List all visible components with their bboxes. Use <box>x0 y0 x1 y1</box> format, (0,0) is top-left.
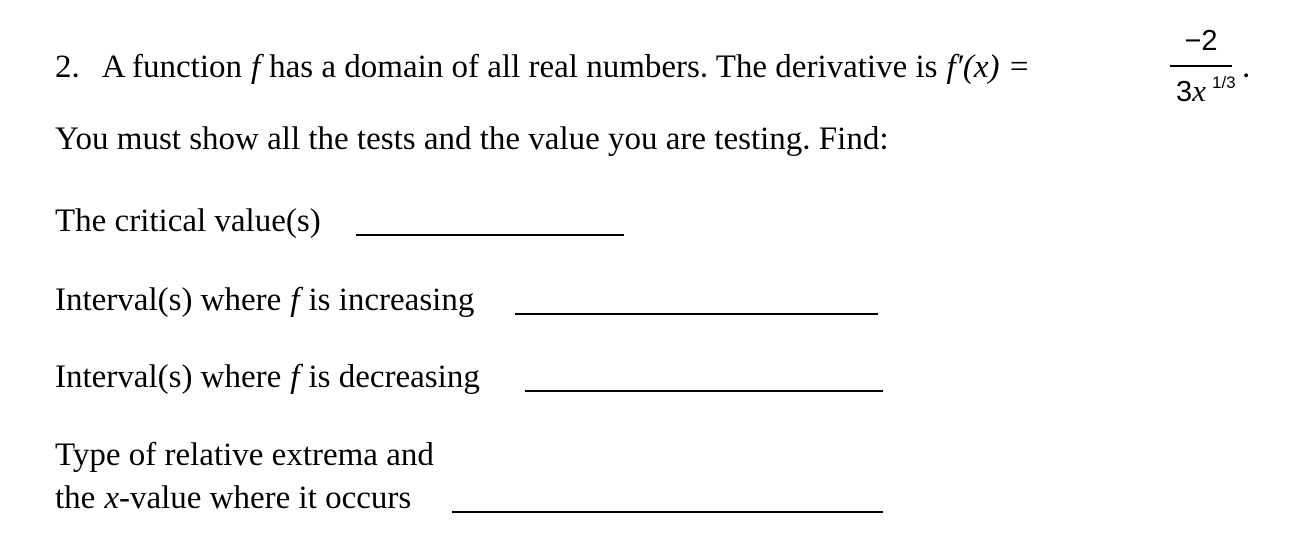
denominator-exponent: 1/3 <box>1212 73 1236 92</box>
derivative-fraction <box>1170 25 1236 113</box>
question-extrema-line1 <box>55 436 434 474</box>
answer-blank-extrema[interactable] <box>452 511 883 513</box>
derivative-lhs: f′(x) = <box>946 49 1031 85</box>
intro-text: A function <box>101 49 242 85</box>
x-variable: x <box>104 480 119 516</box>
denominator-variable: x <box>1192 73 1206 108</box>
trailing-period: . <box>1242 49 1251 85</box>
question-label-line2-prefix: the <box>55 480 96 516</box>
question-increasing <box>55 281 474 319</box>
question-decreasing <box>55 358 480 396</box>
answer-blank-increasing[interactable] <box>515 313 878 315</box>
answer-blank-critical-values[interactable] <box>356 234 624 236</box>
question-label-line1: Type of relative extrema and <box>55 437 434 473</box>
derivative-numerator: −2 <box>1184 25 1218 57</box>
instructions: You must show all the tests and the value you are testing. Find: <box>55 121 889 157</box>
question-label: The critical value(s) <box>55 203 321 239</box>
answer-blank-decreasing[interactable] <box>525 390 883 392</box>
question-critical-values <box>55 202 321 240</box>
domain-text: has a domain of all real numbers. The derivative is <box>269 49 938 85</box>
function-symbol: f <box>290 359 300 395</box>
question-label-prefix: Interval(s) where <box>55 359 282 395</box>
function-symbol: f <box>250 49 261 85</box>
question-label-suffix: is decreasing <box>308 359 480 395</box>
question-label-prefix: Interval(s) where <box>55 282 282 318</box>
question-extrema-line2 <box>55 479 411 517</box>
problem-statement <box>55 48 1030 86</box>
problem-number: 2. <box>55 49 80 85</box>
denominator-coefficient: 3 <box>1176 76 1193 108</box>
question-label-line2-suffix: -value where it occurs <box>118 480 412 516</box>
question-label-suffix: is increasing <box>308 282 475 318</box>
function-symbol: f <box>290 282 300 318</box>
derivative-denominator <box>1176 71 1236 112</box>
